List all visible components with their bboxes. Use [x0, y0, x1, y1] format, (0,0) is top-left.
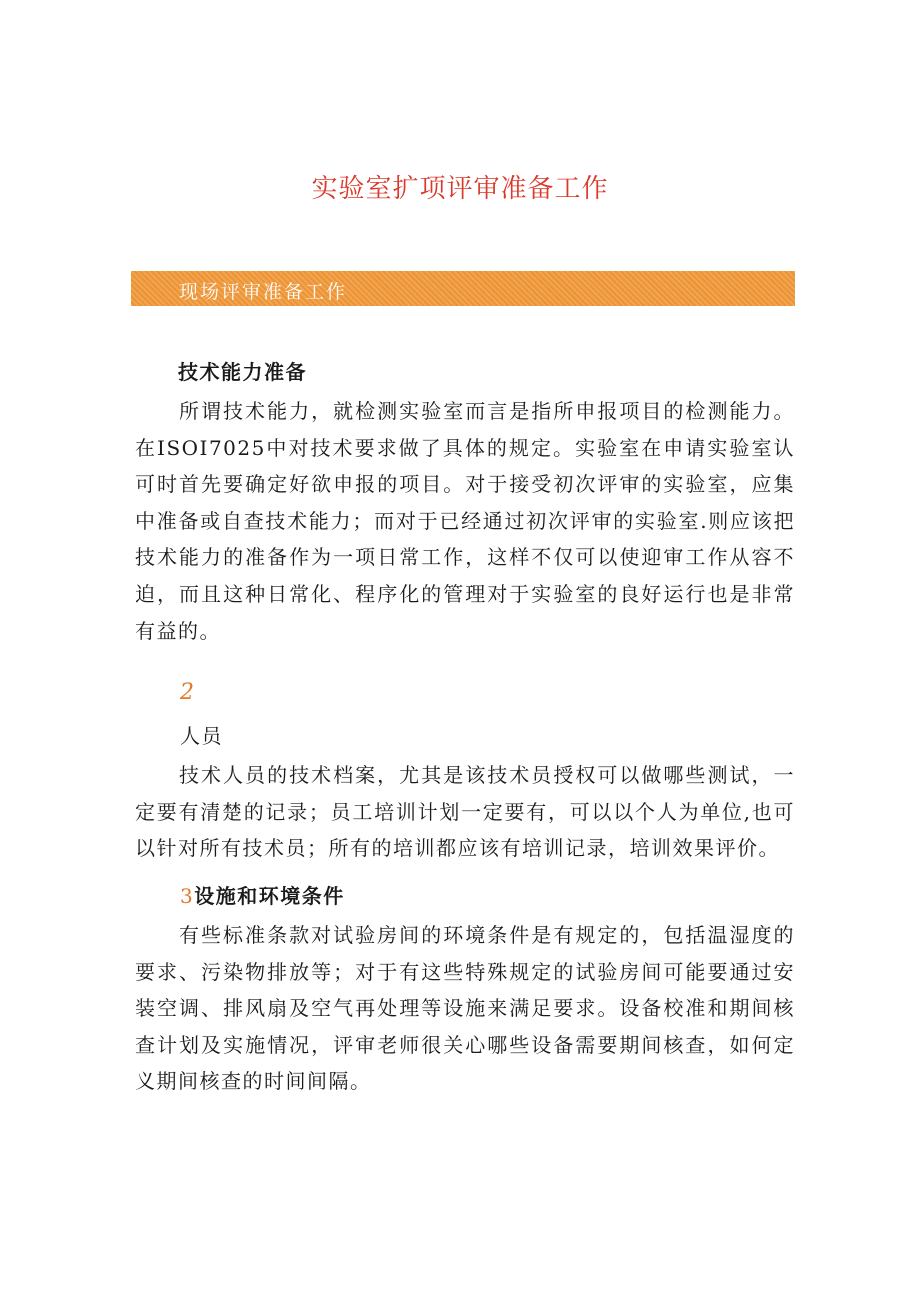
document-title: 实验室扩项评审准备工作 [311, 174, 609, 204]
section-banner-label: 现场评审准备工作 [179, 281, 348, 303]
section-paragraph-facilities: 有些标准条款对试验房间的环境条件是有规定的，包括温湿度的要求、污染物排放等；对于有这些特殊规定的试验房间可能要通过安装空调、排风扇及空气再处理等设施来满足要求。设备校准和期间核查计划及实施情况，评审老师很关心哪些设备需要期间核查，如何定义期间核查的时间间隔。 [135, 923, 795, 1094]
section-number-facilities: 3 [180, 884, 195, 908]
section-heading-personnel: 人员 [180, 724, 223, 748]
section-banner [131, 271, 795, 306]
section-number-personnel: 2 [180, 680, 196, 705]
section-paragraph-personnel: 技术人员的技术档案，尤其是该技术员授权可以做哪些测试，一定要有清楚的记录；员工培训计划一定要有，可以以个人为单位,也可以针对所有技术员；所有的培训都应该有培训记录，培训效果评价。 [135, 763, 795, 861]
section-paragraph-technical-capability: 所谓技术能力，就检测实验室而言是指所申报项目的检测能力。在ISOI7025中对技术要求做了具体的规定。实验室在申请实验室认可时首先要确定好欲申报的项目。对于接受初次评审的实验室，应集中准备或自查技术能力；而对于已经通过初次评审的实验室.则应该把技术能力的准备作为一项日常工作，这样不仅可以使迎审工作从容不迫，而且这种日常化、程序化的管理对于实验室的良好运行也是非常有益的。 [135, 399, 795, 643]
section-heading-row-facilities [180, 880, 580, 909]
section-heading-technical-capability: 技术能力准备 [178, 360, 307, 384]
section-heading-facilities: 设施和环境条件 [194, 884, 345, 908]
